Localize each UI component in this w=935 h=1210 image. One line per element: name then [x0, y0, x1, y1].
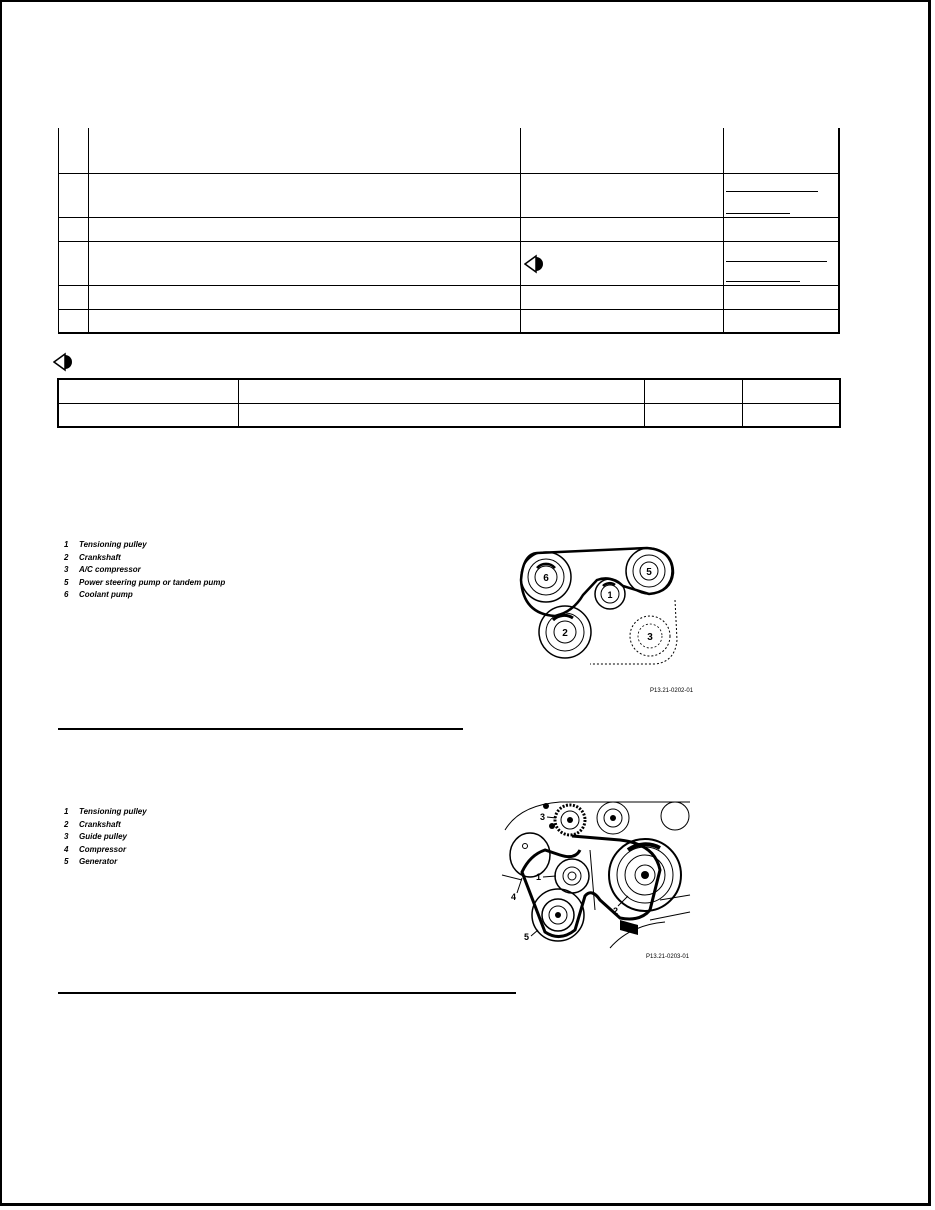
pulley-label: 6 [543, 573, 549, 584]
table-cell [58, 379, 238, 403]
section-separator [58, 992, 516, 994]
legend-item [64, 856, 147, 869]
compressor [502, 833, 550, 880]
tensioning-pulley [555, 850, 595, 910]
legend-label: Crankshaft [79, 819, 121, 829]
table-row [59, 128, 839, 173]
table-cell [742, 403, 840, 427]
table-cell [89, 217, 521, 241]
legend-number: 2 [64, 819, 69, 829]
table-cell [89, 241, 521, 285]
figure-code: P13.21-0203-01 [646, 954, 690, 960]
legend-item [64, 577, 225, 590]
callout-label: 5 [524, 932, 530, 942]
table-row [59, 241, 839, 285]
table-cell [724, 241, 839, 285]
legend-number: 3 [64, 832, 69, 841]
legend-number: 4 [64, 844, 69, 854]
table-cell [742, 379, 840, 403]
table-cell [58, 403, 238, 427]
table-row [58, 403, 840, 427]
table-cell [59, 309, 89, 333]
torque-table [57, 378, 841, 428]
spec-table [58, 128, 840, 334]
table-cell [644, 379, 742, 403]
pulley-label: 3 [647, 632, 653, 643]
table-row [59, 217, 839, 241]
table-row [58, 379, 840, 403]
table-cell [238, 379, 644, 403]
figure1-legend [64, 539, 225, 602]
legend-label: Crankshaft [79, 552, 121, 562]
legend-item [64, 806, 147, 819]
figure2-legend [64, 806, 147, 869]
link-underline[interactable] [726, 261, 827, 262]
legend-label: Guide pulley [79, 832, 128, 841]
legend-number: 1 [64, 540, 69, 549]
table-row [59, 173, 839, 217]
legend-number: 3 [64, 565, 69, 574]
legend-item [64, 844, 147, 857]
pulley-5 [626, 548, 672, 594]
table-cell [724, 285, 839, 309]
table-cell [238, 403, 644, 427]
legend-label: A/C compressor [79, 565, 141, 574]
legend-number: 1 [64, 807, 69, 816]
legend-label: Coolant pump [79, 590, 133, 599]
legend-item [64, 539, 225, 552]
legend-label: Power steering pump or tandem pump [79, 577, 226, 587]
belt-drive-diagram-2 [500, 800, 695, 950]
table-cell [521, 285, 724, 309]
guide-pulley [555, 805, 585, 835]
table-cell [644, 403, 742, 427]
pulley-6 [521, 552, 571, 602]
table-cell [59, 217, 89, 241]
table-cell [59, 285, 89, 309]
legend-item [64, 552, 225, 565]
table-cell [724, 309, 839, 333]
legend-number: 2 [64, 552, 69, 562]
callout-label: 3 [540, 812, 546, 822]
section-separator [58, 728, 463, 730]
legend-number: 6 [64, 590, 69, 599]
legend-item [64, 564, 225, 577]
table-cell [521, 241, 724, 285]
table-cell [521, 309, 724, 333]
link-underline[interactable] [726, 281, 800, 282]
table-cell [59, 173, 89, 217]
torque-wrench-icon [524, 254, 546, 274]
crankshaft-pulley [609, 839, 681, 911]
table-row [59, 285, 839, 309]
legend-label: Generator [79, 857, 118, 866]
legend-label: Tensioning pulley [79, 807, 147, 816]
pulley-1 [595, 579, 625, 609]
pulley-label: 1 [607, 590, 613, 600]
table-cell [521, 128, 724, 173]
table-cell [89, 173, 521, 217]
table-cell [59, 241, 89, 285]
table-cell [724, 173, 839, 217]
legend-label: Tensioning pulley [79, 540, 147, 549]
legend-label: Compressor [79, 844, 127, 854]
table-row [59, 309, 839, 333]
table-cell [521, 217, 724, 241]
link-underline[interactable] [726, 191, 818, 192]
table-cell [724, 128, 839, 173]
legend-item [64, 819, 147, 832]
callout-label: 4 [511, 892, 517, 902]
table-cell [89, 285, 521, 309]
pulley-label: 2 [562, 628, 568, 639]
table-cell [521, 173, 724, 217]
legend-item [64, 589, 225, 602]
figure-code: P13.21-0202-01 [650, 688, 694, 694]
legend-item [64, 831, 147, 844]
pulley-label: 5 [646, 567, 652, 578]
callout-label: 1 [536, 872, 542, 882]
torque-wrench-icon [53, 352, 77, 372]
table-cell [59, 128, 89, 173]
table-cell [89, 309, 521, 333]
link-underline[interactable] [726, 213, 790, 214]
legend-number: 5 [64, 857, 69, 866]
belt-drive-diagram-1 [515, 540, 695, 675]
callout-label: 2 [613, 906, 619, 916]
table-cell [89, 128, 521, 173]
legend-number: 5 [64, 577, 69, 587]
table-cell [724, 217, 839, 241]
